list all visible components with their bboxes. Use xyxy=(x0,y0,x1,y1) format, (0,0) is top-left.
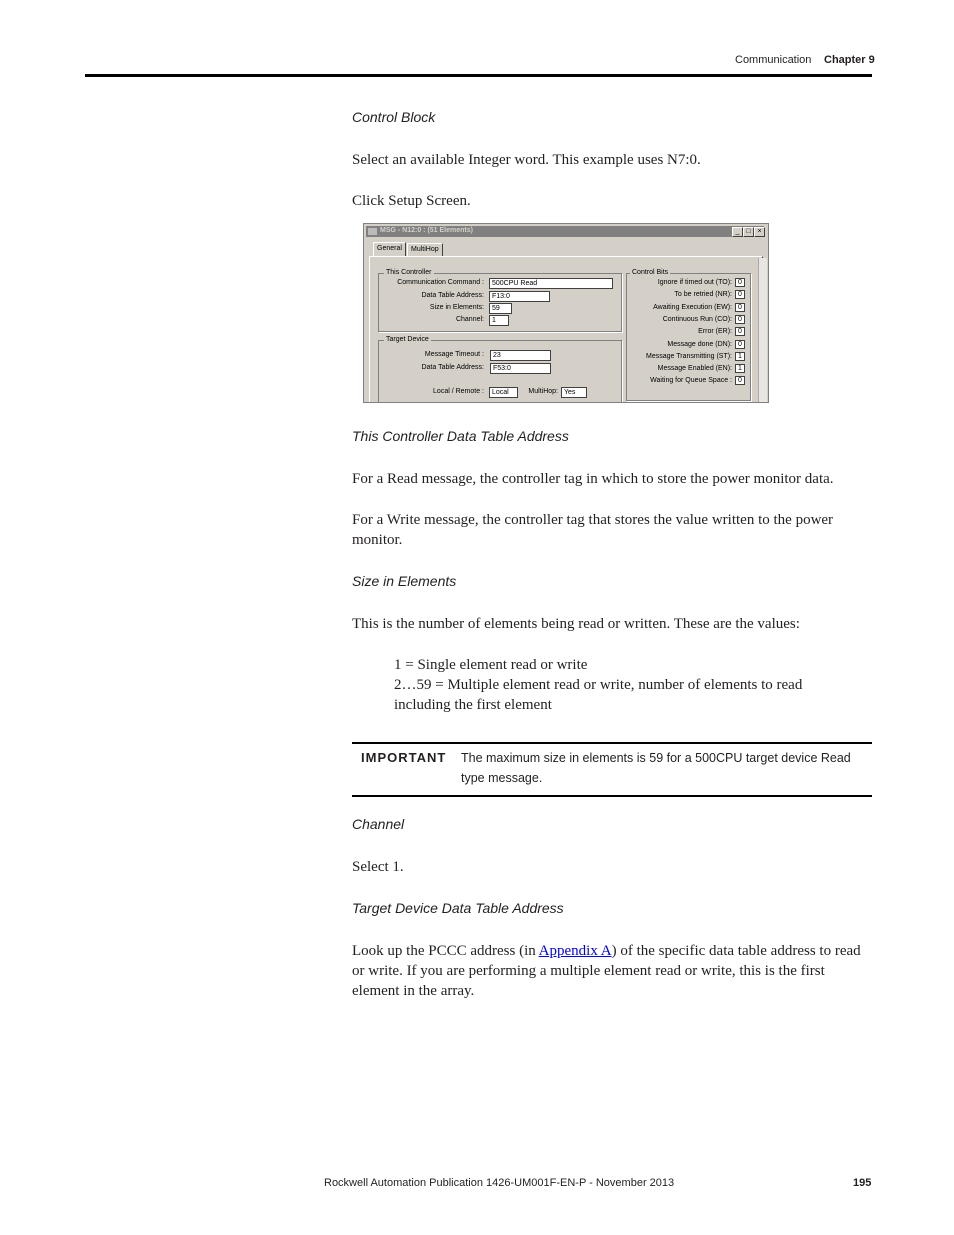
important-text: The maximum size in elements is 59 for a 500CPU target device Read type message. xyxy=(461,751,851,785)
heading-control-block: Control Block xyxy=(352,109,436,125)
paragraph: Select 1. xyxy=(352,859,404,875)
paragraph: This is the number of elements being read or written. These are the values: xyxy=(352,616,800,632)
header-rule xyxy=(85,74,872,77)
important-label: IMPORTANT xyxy=(361,750,447,765)
list-item: 2…59 = Multiple element read or write, number of elements to read including the first element xyxy=(394,677,803,713)
dialog-title-bar xyxy=(366,226,764,237)
paragraph: For a Write message, the controller tag that stores the value written to the power monitor. xyxy=(352,512,834,548)
local-remote-field[interactable]: Local xyxy=(489,387,518,398)
appendix-a-link[interactable]: Appendix A xyxy=(538,943,612,959)
control-bit-value[interactable]: 0 xyxy=(735,290,745,299)
maximize-icon[interactable]: □ xyxy=(743,227,754,237)
running-header-section: Communication xyxy=(735,54,812,66)
text: Look up the PCCC address (in xyxy=(352,943,539,959)
heading-this-controller: This Controller Data Table Address xyxy=(352,428,569,444)
running-header-chapter: Chapter 9 xyxy=(824,54,875,66)
control-bit-value[interactable]: 0 xyxy=(735,376,745,385)
page-number: 195 xyxy=(853,1177,872,1189)
control-bit-value[interactable]: 0 xyxy=(735,327,745,336)
heading-target-device: Target Device Data Table Address xyxy=(352,900,564,916)
control-bit-label: Ignore if timed out (TO): xyxy=(657,279,732,286)
control-bit-label: Message Transmitting (ST): xyxy=(646,352,732,360)
tab-multihop[interactable]: MultiHop xyxy=(407,243,443,256)
control-bit-label: Waiting for Queue Space : xyxy=(650,377,732,385)
comm-command-label: Communication Command : xyxy=(397,279,484,286)
comm-command-field[interactable]: 500CPU Read xyxy=(489,278,613,289)
paragraph: For a Read message, the controller tag in which to store the power monitor data. xyxy=(352,471,834,487)
list-item: 1 = Single element read or write xyxy=(394,657,588,673)
control-bit-label: Awaiting Execution (EW): xyxy=(653,303,732,311)
channel-field[interactable]: 1 xyxy=(489,315,509,326)
paragraph: Select an available Integer word. This example uses N7:0. xyxy=(352,152,701,168)
control-bit-label: Continuous Run (CO): xyxy=(662,315,732,323)
message-timeout-label: Message Timeout : xyxy=(424,351,484,358)
control-bit-value[interactable]: 1 xyxy=(735,352,745,361)
scrollbar[interactable] xyxy=(758,258,767,402)
group-label: Control Bits xyxy=(632,269,669,276)
paragraph-target xyxy=(352,941,872,1001)
control-bit-value[interactable]: 1 xyxy=(735,364,745,373)
control-bit-value[interactable]: 0 xyxy=(735,315,745,324)
group-label: This Controller xyxy=(386,269,432,276)
local-remote-label: Local / Remote : xyxy=(433,388,484,395)
size-in-elements-label: Size in Elements: xyxy=(429,304,484,311)
close-icon[interactable]: × xyxy=(754,227,765,237)
multihop-field[interactable]: Yes xyxy=(561,387,587,398)
tab-general[interactable]: General xyxy=(373,242,406,256)
control-bit-label: Message done (DN): xyxy=(667,340,732,348)
dialog-title: MSG - N12:0 : (51 Elements) xyxy=(380,227,473,234)
control-bit-value[interactable]: 0 xyxy=(735,278,745,287)
data-table-address-field[interactable]: F13:0 xyxy=(489,291,550,302)
group-label: Target Device xyxy=(386,336,429,343)
target-data-table-address-field[interactable]: F53:0 xyxy=(490,363,551,374)
msg-setup-dialog xyxy=(363,223,769,403)
paragraph: Click Setup Screen. xyxy=(352,193,471,209)
heading-size-in-elements: Size in Elements xyxy=(352,573,457,589)
channel-label: Channel: xyxy=(455,316,484,323)
control-bit-value[interactable]: 0 xyxy=(735,340,745,349)
heading-channel: Channel xyxy=(352,816,405,832)
control-bit-label: Error (ER): xyxy=(698,328,732,336)
minimize-icon[interactable]: _ xyxy=(732,227,743,237)
data-table-address-label: Data Table Address: xyxy=(421,292,484,299)
text: ) of the specific data table address to read or write. If you are performing a multiple element read or write, this is the first element in the array. xyxy=(352,943,861,999)
control-bit-label: Message Enabled (EN): xyxy=(657,365,732,373)
control-bit-label: To be retried (NR): xyxy=(674,291,732,299)
multihop-label: MultiHop: xyxy=(528,388,558,395)
app-icon xyxy=(368,228,377,235)
target-data-table-address-label: Data Table Address: xyxy=(421,364,484,371)
important-rule-bottom xyxy=(352,795,872,797)
size-in-elements-field[interactable]: 59 xyxy=(489,303,512,314)
footer-publication: Rockwell Automation Publication 1426-UM001F-EN-P - November 2013 xyxy=(324,1177,675,1189)
message-timeout-field[interactable]: 23 xyxy=(490,350,551,361)
important-rule-top xyxy=(352,742,872,744)
control-bit-value[interactable]: 0 xyxy=(735,303,745,312)
